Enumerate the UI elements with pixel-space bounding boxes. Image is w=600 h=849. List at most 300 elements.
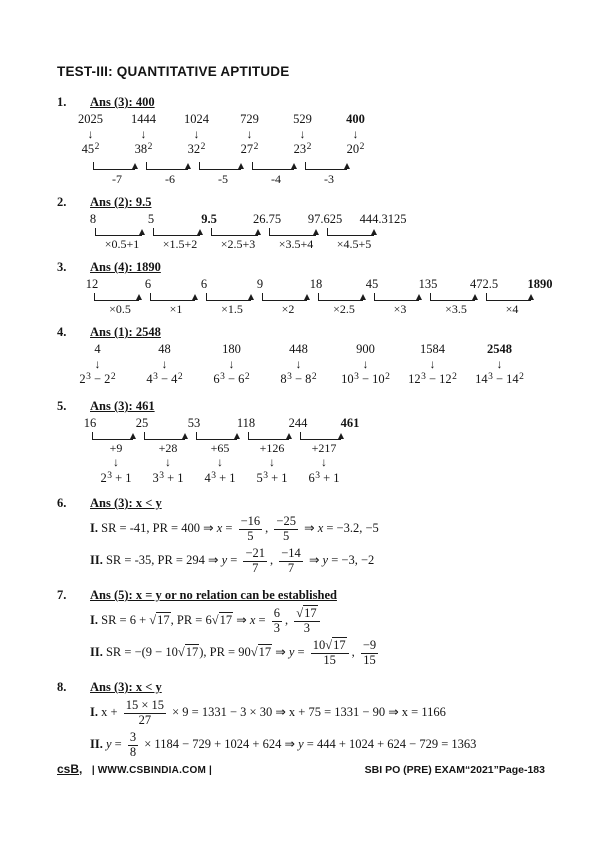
series-expression: $27^2$ bbox=[240, 141, 259, 156]
series-column bbox=[176, 277, 232, 292]
series-expression: $2^3 - 2^2$ bbox=[79, 371, 116, 386]
answer-heading: Ans (3): 461 bbox=[90, 399, 155, 413]
denominator: 15 bbox=[363, 652, 376, 667]
difference-label: -7 bbox=[112, 172, 122, 186]
answer-content bbox=[90, 495, 580, 579]
solution-line bbox=[90, 607, 580, 635]
numerator bbox=[294, 607, 319, 622]
operation-label: ×4.5+5 bbox=[336, 237, 372, 251]
series-column bbox=[456, 277, 512, 292]
down-arrow-icon: ↓ bbox=[496, 357, 503, 371]
fraction bbox=[294, 607, 319, 635]
series-column bbox=[344, 277, 400, 292]
series-number: 4 bbox=[94, 342, 101, 356]
bracket-line bbox=[93, 162, 135, 170]
answer-heading: Ans (2): 9.5 bbox=[90, 195, 152, 209]
superscript: 3 bbox=[86, 371, 91, 382]
answer-content bbox=[90, 587, 580, 671]
superscript: 3 bbox=[488, 371, 493, 382]
statement-label: I. bbox=[90, 612, 98, 627]
up-arrow-icon bbox=[139, 229, 145, 235]
series-number: 9.5 bbox=[201, 212, 217, 226]
fraction bbox=[128, 731, 138, 759]
operation-label: ×0.5 bbox=[109, 302, 131, 316]
down-arrow-icon: ↓ bbox=[193, 127, 200, 141]
question-number: 6. bbox=[57, 496, 67, 510]
denominator: 5 bbox=[283, 528, 290, 543]
fraction bbox=[311, 639, 349, 667]
up-arrow-icon bbox=[304, 294, 310, 300]
operation-label: ×2.5+3 bbox=[220, 237, 256, 251]
numerator: −21 bbox=[245, 546, 265, 560]
math-text: = −3.2, −5 bbox=[323, 520, 379, 535]
radical-icon: √ bbox=[211, 612, 219, 627]
down-arrow-icon: ↓ bbox=[352, 127, 359, 141]
superscript: 2 bbox=[253, 141, 259, 152]
series-number: 5 bbox=[147, 212, 155, 226]
superscript: 2 bbox=[94, 141, 100, 152]
up-arrow-icon bbox=[197, 229, 203, 235]
up-arrow-icon bbox=[185, 163, 191, 169]
series-number: 97.625 bbox=[307, 212, 343, 226]
math-text: , bbox=[270, 552, 277, 567]
series-column bbox=[120, 277, 176, 292]
superscript: 2 bbox=[519, 371, 524, 382]
math-text: SR = −(9 − 10 bbox=[102, 644, 178, 659]
question-number: 3. bbox=[57, 260, 67, 274]
series-column bbox=[324, 416, 376, 431]
operation-label: +65 bbox=[210, 441, 230, 455]
series-number: 900 bbox=[356, 342, 375, 356]
series-number: 16 bbox=[83, 416, 97, 430]
series-expression: $4^3 + 1$ bbox=[204, 470, 236, 485]
math-text: SR = -41, PR = 400 ⇒ bbox=[98, 520, 217, 535]
superscript: 3 bbox=[159, 470, 164, 481]
radical-icon: √ bbox=[250, 644, 258, 659]
down-arrow-icon: ↓ bbox=[269, 455, 275, 469]
fraction bbox=[239, 515, 263, 543]
series-column bbox=[64, 342, 131, 390]
superscript: 3 bbox=[211, 470, 216, 481]
answer-content bbox=[90, 679, 580, 763]
bracket-line bbox=[211, 228, 258, 236]
denominator: 3 bbox=[303, 620, 311, 635]
up-arrow-icon bbox=[286, 433, 292, 439]
series-expression: $20^2$ bbox=[346, 141, 365, 156]
answer-content bbox=[90, 194, 580, 251]
page-title: TEST-III: QUANTITATIVE APTITUDE bbox=[57, 64, 290, 79]
series-expression: $23^2$ bbox=[293, 141, 312, 156]
superscript: 3 bbox=[263, 470, 268, 481]
down-arrow-icon: ↓ bbox=[299, 127, 306, 141]
math-text: , bbox=[265, 520, 272, 535]
up-arrow-icon bbox=[248, 294, 254, 300]
series-column bbox=[512, 277, 568, 292]
series-column bbox=[116, 416, 168, 431]
math-text: = bbox=[111, 736, 125, 751]
superscript: 2 bbox=[311, 371, 317, 382]
fraction bbox=[124, 699, 166, 727]
numerator: −16 bbox=[240, 514, 261, 528]
series-number: 2548 bbox=[487, 342, 512, 356]
up-arrow-icon bbox=[416, 294, 422, 300]
up-arrow-icon bbox=[360, 294, 366, 300]
operation-label: ×3.5+4 bbox=[278, 237, 314, 251]
variable: y bbox=[221, 552, 228, 567]
up-arrow-icon bbox=[182, 433, 188, 439]
series-column bbox=[272, 416, 324, 431]
radical-icon: √ bbox=[149, 612, 157, 627]
series-number: 529 bbox=[293, 112, 312, 126]
series-row bbox=[64, 277, 580, 292]
up-arrow-icon bbox=[291, 163, 297, 169]
statement-label: II. bbox=[90, 736, 103, 751]
answer-item bbox=[57, 324, 580, 390]
series-number: 180 bbox=[222, 342, 241, 356]
radicand: 17 bbox=[258, 644, 272, 659]
solution-line bbox=[90, 547, 580, 575]
bracket-line bbox=[305, 162, 347, 170]
series-expression: $38^2$ bbox=[134, 141, 153, 156]
denominator: 7 bbox=[252, 560, 259, 575]
bracket-line bbox=[318, 293, 363, 301]
series-number: 6 bbox=[144, 277, 152, 291]
series-expression: $12^3 - 12^2$ bbox=[408, 371, 457, 386]
series-number: 18 bbox=[309, 277, 323, 291]
bracket-line bbox=[374, 293, 419, 301]
csb-logo: csB, bbox=[57, 762, 83, 776]
down-arrow-icon: ↓ bbox=[362, 357, 369, 371]
up-arrow-icon bbox=[472, 294, 478, 300]
radical-icon: √ bbox=[177, 644, 185, 659]
series-number: 135 bbox=[418, 277, 438, 291]
difference-label: -6 bbox=[165, 172, 175, 186]
series-column bbox=[168, 416, 220, 431]
bracket-layer bbox=[64, 160, 382, 186]
series-column bbox=[232, 277, 288, 292]
superscript: 2 bbox=[385, 371, 390, 382]
answer-heading: Ans (5): x = y or no relation can be established bbox=[90, 588, 337, 602]
series-diagram bbox=[64, 342, 580, 390]
series-column bbox=[131, 342, 198, 390]
up-arrow-icon bbox=[528, 294, 534, 300]
math-text: = 444 + 1024 + 624 − 729 = 1363 bbox=[303, 736, 477, 751]
variable: x bbox=[317, 520, 324, 535]
operation-label: ×1.5+2 bbox=[162, 237, 198, 251]
answer-item bbox=[57, 194, 580, 251]
numerator: 3 bbox=[129, 730, 137, 744]
series-diagram bbox=[64, 112, 580, 186]
series-number: 1444 bbox=[131, 112, 156, 126]
series-number: 444.3125 bbox=[359, 212, 407, 226]
bracket-layer bbox=[64, 227, 412, 251]
superscript: 2 bbox=[200, 141, 206, 152]
answer-item bbox=[57, 398, 580, 487]
superscript: 2 bbox=[244, 371, 250, 382]
series-column bbox=[399, 342, 466, 390]
question-number: 2. bbox=[57, 195, 67, 209]
up-arrow-icon bbox=[192, 294, 198, 300]
series-column bbox=[170, 112, 223, 160]
superscript: 3 bbox=[421, 371, 426, 382]
series-column bbox=[296, 212, 354, 227]
math-text: , PR = 6 bbox=[170, 612, 212, 627]
denominator: 3 bbox=[273, 620, 280, 635]
bracket-line bbox=[252, 162, 294, 170]
bracket-line bbox=[144, 432, 185, 440]
answer-content bbox=[85, 259, 580, 316]
solution-line bbox=[90, 639, 580, 667]
answer-item bbox=[57, 679, 580, 763]
question-number: 4. bbox=[57, 325, 67, 339]
math-text: SR = 6 + bbox=[98, 612, 150, 627]
series-diagram bbox=[64, 212, 580, 251]
square-root bbox=[149, 612, 170, 627]
series-column bbox=[64, 212, 122, 227]
bracket-line bbox=[92, 432, 133, 440]
square-root bbox=[325, 637, 346, 652]
math-text: = −3, −2 bbox=[328, 552, 375, 567]
answer-item bbox=[57, 94, 580, 186]
footer-website: | WWW.CSBINDIA.COM | bbox=[91, 765, 212, 776]
math-text: 10 bbox=[312, 638, 326, 652]
square-root bbox=[212, 612, 233, 627]
series-column bbox=[238, 212, 296, 227]
solution-line bbox=[90, 515, 580, 543]
math-text: x + bbox=[98, 704, 121, 719]
answer-heading: Ans (1): 2548 bbox=[90, 325, 161, 339]
variable: y bbox=[288, 644, 295, 659]
series-number: 461 bbox=[340, 416, 360, 430]
radical-icon: √ bbox=[296, 606, 304, 620]
square-root bbox=[296, 605, 317, 620]
series-expression: $3^3 + 1$ bbox=[152, 470, 184, 485]
series-number: 244 bbox=[288, 416, 308, 430]
superscript: 3 bbox=[153, 371, 158, 382]
math-text: , bbox=[284, 612, 292, 627]
numerator: 15 × 15 bbox=[125, 698, 164, 712]
variable: y bbox=[105, 736, 112, 751]
answer-item bbox=[57, 259, 580, 316]
difference-label: -3 bbox=[324, 172, 334, 186]
math-text: = bbox=[227, 552, 241, 567]
down-arrow-icon: ↓ bbox=[140, 127, 147, 141]
series-column bbox=[354, 212, 412, 227]
up-arrow-icon bbox=[136, 294, 142, 300]
math-text: ⇒ bbox=[233, 612, 250, 627]
series-number: 118 bbox=[236, 416, 256, 430]
series-expression: $32^2$ bbox=[187, 141, 206, 156]
radicand: 17 bbox=[304, 606, 317, 620]
math-text: ⇒ bbox=[300, 520, 318, 535]
series-row bbox=[64, 342, 580, 390]
operation-label: ×4 bbox=[505, 302, 519, 316]
bracket-line bbox=[196, 432, 237, 440]
numerator: −14 bbox=[281, 546, 301, 560]
bracket-line bbox=[262, 293, 307, 301]
series-diagram bbox=[64, 277, 580, 316]
fraction bbox=[361, 639, 378, 667]
series-column bbox=[276, 112, 329, 160]
series-number: 1584 bbox=[420, 342, 445, 356]
up-arrow-icon bbox=[255, 229, 261, 235]
numerator: −25 bbox=[276, 514, 296, 528]
variable: y bbox=[322, 552, 329, 567]
answer-content bbox=[83, 398, 580, 487]
series-expression: $8^3 - 8^2$ bbox=[280, 371, 317, 386]
down-arrow-icon: ↓ bbox=[94, 357, 101, 371]
answer-heading: Ans (3): x < y bbox=[90, 680, 162, 694]
series-number: 26.75 bbox=[252, 212, 282, 226]
up-arrow-icon bbox=[313, 229, 319, 235]
superscript: 2 bbox=[306, 141, 312, 152]
operation-label: ×3 bbox=[393, 302, 407, 316]
superscript: 3 bbox=[315, 470, 320, 481]
operation-label: ×0.5+1 bbox=[104, 237, 140, 251]
math-text: = bbox=[222, 520, 236, 535]
series-column bbox=[329, 112, 382, 160]
series-number: 53 bbox=[187, 416, 201, 430]
series-column bbox=[180, 212, 238, 227]
statement-label: II. bbox=[90, 644, 103, 659]
denominator: 15 bbox=[323, 652, 336, 667]
series-number: 729 bbox=[240, 112, 259, 126]
bracket-line bbox=[150, 293, 195, 301]
bracket-layer bbox=[64, 431, 376, 487]
series-column bbox=[265, 342, 332, 390]
series-number: 1024 bbox=[184, 112, 209, 126]
series-row bbox=[64, 212, 580, 227]
difference-label: -4 bbox=[271, 172, 281, 186]
statement-label: I. bbox=[90, 520, 98, 535]
down-arrow-icon: ↓ bbox=[228, 357, 235, 371]
bracket-line bbox=[486, 293, 531, 301]
series-column bbox=[117, 112, 170, 160]
answer-content bbox=[79, 324, 580, 390]
footer-left bbox=[57, 760, 212, 778]
fraction bbox=[274, 515, 298, 543]
radicand: 17 bbox=[333, 638, 346, 652]
variable: x bbox=[249, 612, 256, 627]
up-arrow-icon bbox=[338, 433, 344, 439]
series-number: 45 bbox=[365, 277, 379, 291]
superscript: 2 bbox=[147, 141, 153, 152]
up-arrow-icon bbox=[234, 433, 240, 439]
answer-item bbox=[57, 495, 580, 579]
denominator: 27 bbox=[138, 712, 152, 727]
series-expression: $5^3 + 1$ bbox=[256, 470, 288, 485]
math-text: ), PR = 90 bbox=[199, 644, 251, 659]
series-expression: $10^3 - 10^2$ bbox=[341, 371, 390, 386]
series-expression: $2^3 + 1$ bbox=[100, 470, 132, 485]
operation-label: +217 bbox=[311, 441, 337, 455]
series-column bbox=[466, 342, 533, 390]
bracket-line bbox=[300, 432, 341, 440]
series-number: 48 bbox=[158, 342, 171, 356]
superscript: 2 bbox=[452, 371, 457, 382]
series-number: 8 bbox=[89, 212, 97, 226]
series-column bbox=[332, 342, 399, 390]
bracket-line bbox=[146, 162, 188, 170]
bracket-line bbox=[95, 228, 142, 236]
series-number: 6 bbox=[200, 277, 208, 291]
fraction bbox=[272, 607, 282, 635]
series-expression: $6^3 - 6^2$ bbox=[213, 371, 250, 386]
math-text: , bbox=[351, 644, 358, 659]
fraction bbox=[243, 547, 267, 575]
page-footer bbox=[57, 760, 545, 778]
down-arrow-icon: ↓ bbox=[429, 357, 436, 371]
series-column bbox=[288, 277, 344, 292]
bracket-line bbox=[430, 293, 475, 301]
question-number: 7. bbox=[57, 588, 67, 602]
statement-label: II. bbox=[90, 552, 103, 567]
numerator: −9 bbox=[362, 638, 377, 652]
bracket-line bbox=[153, 228, 200, 236]
math-text: × 9 = 1331 − 3 × 30 ⇒ x + 75 = 1331 − 90 ⇒ x = 1166 bbox=[169, 704, 446, 719]
series-column bbox=[64, 112, 117, 160]
math-text: ⇒ bbox=[305, 552, 323, 567]
series-number: 12 bbox=[85, 277, 99, 291]
down-arrow-icon: ↓ bbox=[217, 455, 223, 469]
series-column bbox=[122, 212, 180, 227]
answer-content bbox=[78, 94, 580, 186]
variable: x bbox=[216, 520, 223, 535]
up-arrow-icon bbox=[344, 163, 350, 169]
radicand: 17 bbox=[219, 612, 233, 627]
series-expression: $4^3 - 4^2$ bbox=[146, 371, 183, 386]
bracket-line bbox=[206, 293, 251, 301]
series-column bbox=[223, 112, 276, 160]
series-row bbox=[64, 112, 580, 160]
series-number: 9 bbox=[256, 277, 264, 291]
radicand: 17 bbox=[157, 612, 170, 627]
bracket-line bbox=[269, 228, 316, 236]
operation-label: ×1 bbox=[169, 302, 183, 316]
variable: y bbox=[298, 736, 304, 751]
operation-label: +126 bbox=[259, 441, 285, 455]
math-text: = bbox=[255, 612, 269, 627]
answer-heading: Ans (3): 400 bbox=[90, 95, 155, 109]
series-number: 448 bbox=[289, 342, 308, 356]
down-arrow-icon: ↓ bbox=[161, 357, 168, 371]
math-text: SR = -35, PR = 294 ⇒ bbox=[102, 552, 222, 567]
math-text: × 1184 − 729 + 1024 + 624 ⇒ bbox=[141, 736, 299, 751]
superscript: 3 bbox=[107, 470, 112, 481]
up-arrow-icon bbox=[238, 163, 244, 169]
math-text: ⇒ bbox=[272, 644, 289, 659]
question-number: 8. bbox=[57, 680, 67, 694]
up-arrow-icon bbox=[371, 229, 377, 235]
math-text: = bbox=[294, 644, 308, 659]
series-column bbox=[400, 277, 456, 292]
solution-line bbox=[90, 731, 580, 759]
solution-line bbox=[90, 699, 580, 727]
superscript: 3 bbox=[287, 371, 292, 382]
superscript: 2 bbox=[359, 141, 365, 152]
fraction bbox=[279, 547, 303, 575]
series-expression: $6^3 + 1$ bbox=[308, 470, 340, 485]
bracket-layer bbox=[64, 292, 568, 316]
bracket-line bbox=[327, 228, 374, 236]
bracket-line bbox=[248, 432, 289, 440]
bracket-line bbox=[94, 293, 139, 301]
footer-exam-page: SBI PO (PRE) EXAM“2021”Page-183 bbox=[364, 764, 545, 776]
question-number: 5. bbox=[57, 399, 67, 413]
question-number: 1. bbox=[57, 95, 67, 109]
answer-heading: Ans (3): x < y bbox=[90, 496, 162, 510]
operation-label: +9 bbox=[109, 441, 123, 455]
